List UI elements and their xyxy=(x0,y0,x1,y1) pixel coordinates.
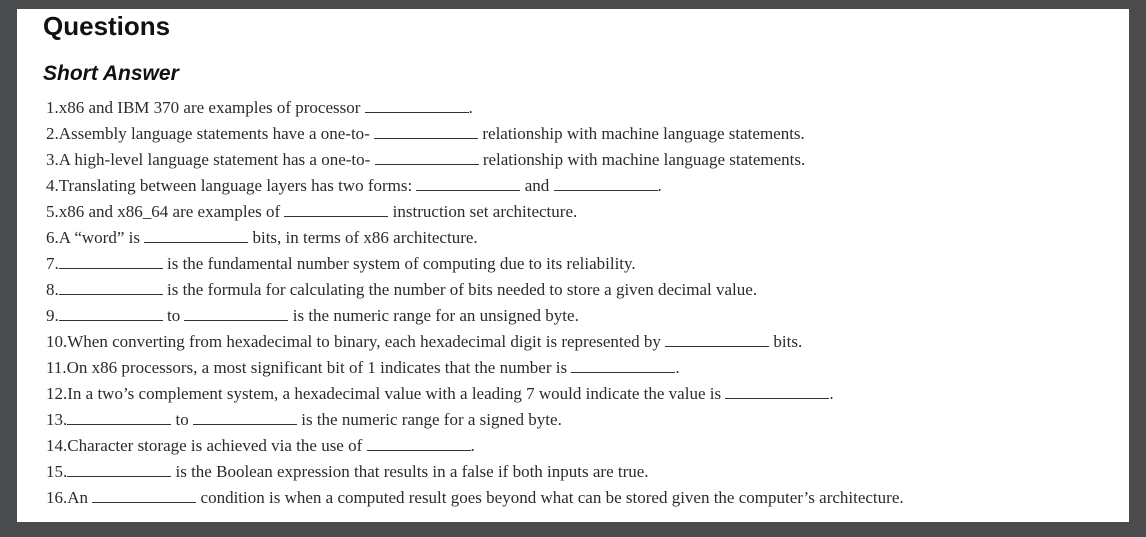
question-number: 6. xyxy=(46,228,59,247)
question-item xyxy=(46,407,1126,433)
question-text: is the Boolean expression that results in a false if both inputs are true. xyxy=(171,462,649,481)
answer-blank xyxy=(59,267,163,269)
question-text: A high-level language statement has a one-to- xyxy=(58,150,375,169)
question-item xyxy=(46,225,1126,251)
question-text: x86 and IBM 370 are examples of processor xyxy=(58,98,365,117)
question-text: . xyxy=(675,358,680,377)
question-number: 12. xyxy=(46,384,68,403)
question-text: to xyxy=(162,306,185,325)
question-text: is the numeric range for an unsigned byte. xyxy=(288,306,579,325)
answer-blank xyxy=(665,345,769,347)
question-text: An xyxy=(67,488,93,507)
answer-blank xyxy=(59,319,163,321)
answer-blank xyxy=(725,397,829,399)
question-item xyxy=(46,381,1126,407)
question-number: 8. xyxy=(46,280,59,299)
question-number: 4. xyxy=(46,176,59,195)
question-text: is the formula for calculating the number of bits needed to store a given decimal value. xyxy=(162,280,758,299)
answer-blank xyxy=(184,319,288,321)
question-text: . xyxy=(829,384,834,403)
question-item xyxy=(46,199,1126,225)
answer-blank xyxy=(367,449,471,451)
question-item xyxy=(46,355,1126,381)
question-text: In a two’s complement system, a hexadecimal value with a leading 7 would indicate the value is xyxy=(67,384,726,403)
question-number: 10. xyxy=(46,332,68,351)
question-number: 15. xyxy=(46,462,68,481)
question-text: is the numeric range for a signed byte. xyxy=(296,410,562,429)
document-page xyxy=(17,9,1129,522)
section-heading: Short Answer xyxy=(43,62,179,85)
question-text: relationship with machine language statements. xyxy=(478,124,805,143)
question-text: Character storage is achieved via the use of xyxy=(67,436,367,455)
question-text: Translating between language layers has two forms: xyxy=(58,176,417,195)
question-number: 11. xyxy=(46,358,67,377)
question-text: When converting from hexadecimal to binary, each hexadecimal digit is represented by xyxy=(67,332,666,351)
answer-blank xyxy=(67,475,171,477)
answer-blank xyxy=(92,501,196,503)
answer-blank xyxy=(284,215,388,217)
question-number: 5. xyxy=(46,202,59,221)
question-item xyxy=(46,147,1126,173)
question-item xyxy=(46,433,1126,459)
answer-blank xyxy=(374,137,478,139)
question-number: 9. xyxy=(46,306,59,325)
question-text: condition is when a computed result goes beyond what can be stored given the computer’s architecture. xyxy=(196,488,904,507)
answer-blank xyxy=(144,241,248,243)
question-number: 13. xyxy=(46,410,68,429)
question-number: 2. xyxy=(46,124,59,143)
answer-blank xyxy=(67,423,171,425)
question-text: . xyxy=(470,436,475,455)
question-item xyxy=(46,173,1126,199)
question-number: 16. xyxy=(46,488,68,507)
question-text: Assembly language statements have a one-to- xyxy=(58,124,375,143)
question-text: . xyxy=(468,98,473,117)
answer-blank xyxy=(193,423,297,425)
page-title: Questions xyxy=(43,11,171,41)
answer-blank xyxy=(375,163,479,165)
question-text: . xyxy=(657,176,662,195)
question-item xyxy=(46,121,1126,147)
question-text: bits, in terms of x86 architecture. xyxy=(248,228,478,247)
question-number: 3. xyxy=(46,150,59,169)
question-item xyxy=(46,485,1126,511)
question-text: A “word” is xyxy=(58,228,145,247)
question-text: to xyxy=(171,410,193,429)
question-item xyxy=(46,277,1126,303)
question-text: On x86 processors, a most significant bit of 1 indicates that the number is xyxy=(66,358,572,377)
question-item xyxy=(46,329,1126,355)
answer-blank xyxy=(416,189,520,191)
question-number: 1. xyxy=(46,98,59,117)
question-item xyxy=(46,95,1126,121)
question-item xyxy=(46,303,1126,329)
question-item xyxy=(46,251,1126,277)
question-text: relationship with machine language statements. xyxy=(478,150,806,169)
answer-blank xyxy=(365,111,469,113)
question-text: is the fundamental number system of computing due to its reliability. xyxy=(162,254,636,273)
question-item xyxy=(46,459,1126,485)
question-list xyxy=(46,95,1126,511)
question-text: x86 and x86_64 are examples of xyxy=(58,202,285,221)
question-text: bits. xyxy=(769,332,803,351)
question-number: 14. xyxy=(46,436,68,455)
question-text: instruction set architecture. xyxy=(388,202,578,221)
answer-blank xyxy=(554,189,658,191)
answer-blank xyxy=(59,293,163,295)
answer-blank xyxy=(571,371,675,373)
question-text: and xyxy=(520,176,554,195)
question-number: 7. xyxy=(46,254,59,273)
